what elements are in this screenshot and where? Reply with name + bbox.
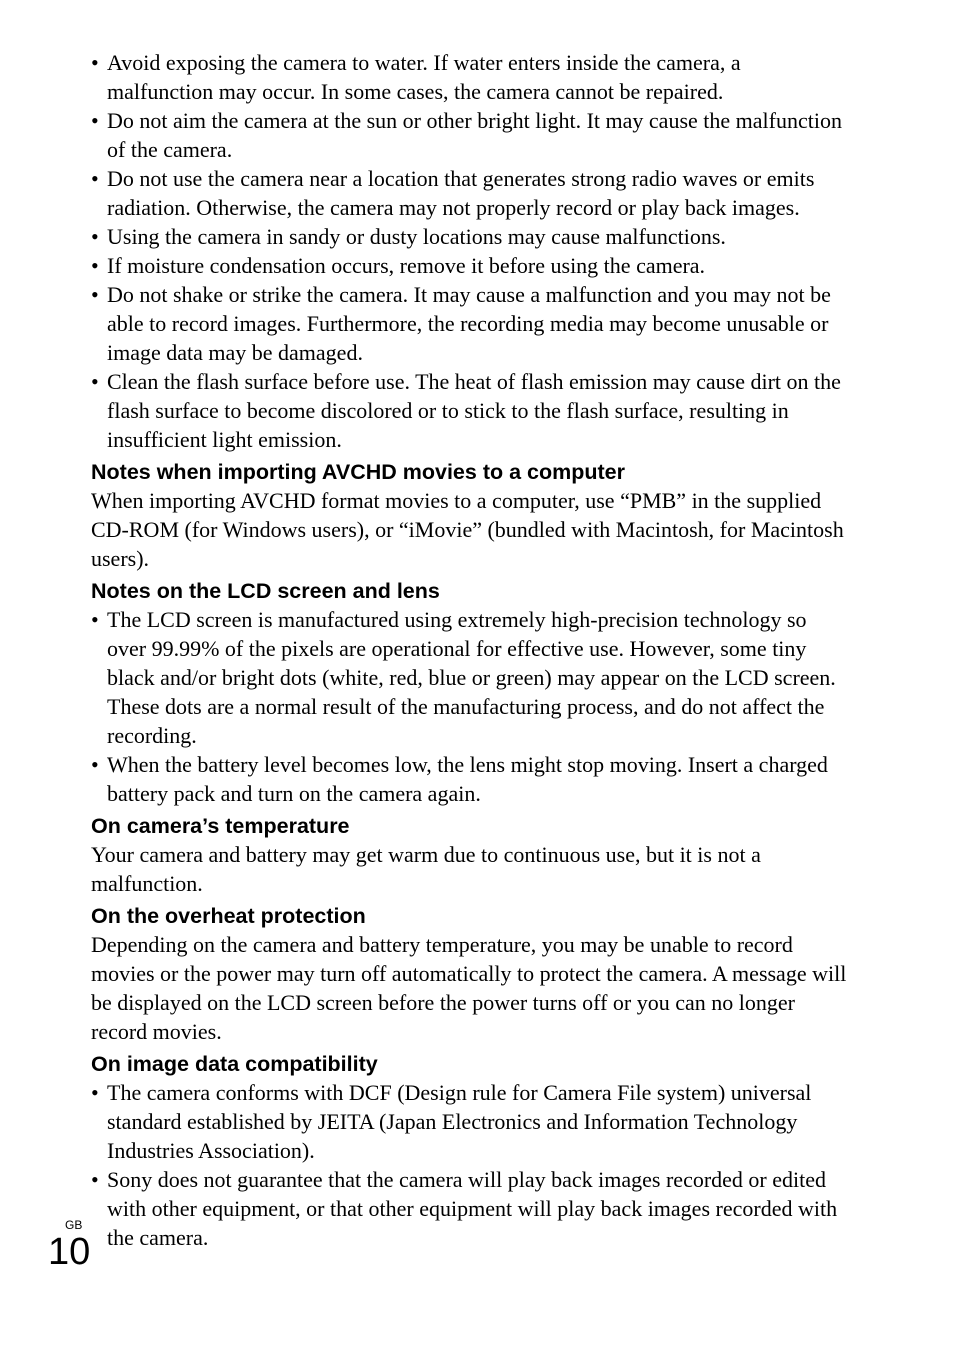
- list-item: • Sony does not guarantee that the camera will play back images recorded or edited with other equipment, or that other equipment will play back images recorded with the camera.: [91, 1165, 851, 1252]
- section-heading-overheat: On the overheat protection: [91, 904, 366, 928]
- list-item: • The camera conforms with DCF (Design rule for Camera File system) universal standard established by JEITA (Japan Electronics and Information Technology Industries Association).: [91, 1078, 851, 1165]
- section-text-overheat: Depending on the camera and battery temperature, you may be unable to record movies or the power may turn off automatically to protect the camera. A message will be displayed on the LCD screen before the power turns off or you can no longer record movies.: [91, 932, 847, 1044]
- section-heading-temperature: On camera’s temperature: [91, 814, 350, 838]
- list-item: • Clean the flash surface before use. The heat of flash emission may cause dirt on the flash surface to become discolored or to stick to the flash surface, resulting in insufficient light emission.: [91, 367, 851, 454]
- section-heading-compat: On image data compatibility: [91, 1052, 378, 1076]
- section-heading-lcd: Notes on the LCD screen and lens: [91, 579, 440, 603]
- lcd-list: [91, 605, 851, 808]
- list-item: • When the battery level becomes low, the lens might stop moving. Insert a charged battery pack and turn on the camera again.: [91, 750, 851, 808]
- section-heading-avchd: Notes when importing AVCHD movies to a computer: [91, 460, 625, 484]
- compat-list: [91, 1078, 851, 1252]
- list-item: • Do not shake or strike the camera. It may cause a malfunction and you may not be able to record images. Furthermore, the recording media may become unusable or image data may be damaged.: [91, 280, 851, 367]
- list-item: • Using the camera in sandy or dusty locations may cause malfunctions.: [91, 222, 851, 251]
- region-code: GB: [65, 1218, 83, 1232]
- list-item: • Do not use the camera near a location that generates strong radio waves or emits radiation. Otherwise, the camera may not properly record or play back images.: [91, 164, 851, 222]
- section-text-temperature: Your camera and battery may get warm due to continuous use, but it is not a malfunction.: [91, 842, 761, 896]
- manual-page: [91, 48, 851, 1252]
- list-item: • Do not aim the camera at the sun or other bright light. It may cause the malfunction of the camera.: [91, 106, 851, 164]
- section-text-avchd: When importing AVCHD format movies to a computer, use “PMB” in the supplied CD-ROM (for Windows users), or “iMovie” (bundled with Macintosh, for Macintosh users).: [91, 488, 844, 571]
- precautions-list: [91, 48, 851, 454]
- list-item: • If moisture condensation occurs, remove it before using the camera.: [91, 251, 851, 280]
- list-item: • The LCD screen is manufactured using extremely high-precision technology so over 99.99% of the pixels are operational for effective use. However, some tiny black and/or bright dots (white, red, blue or green) may appear on the LCD screen. These dots are a normal result of the manufacturing process, and do not affect the recording.: [91, 605, 851, 750]
- list-item: • Avoid exposing the camera to water. If water enters inside the camera, a malfunction may occur. In some cases, the camera cannot be repaired.: [91, 48, 851, 106]
- page-number: 10: [48, 1231, 91, 1273]
